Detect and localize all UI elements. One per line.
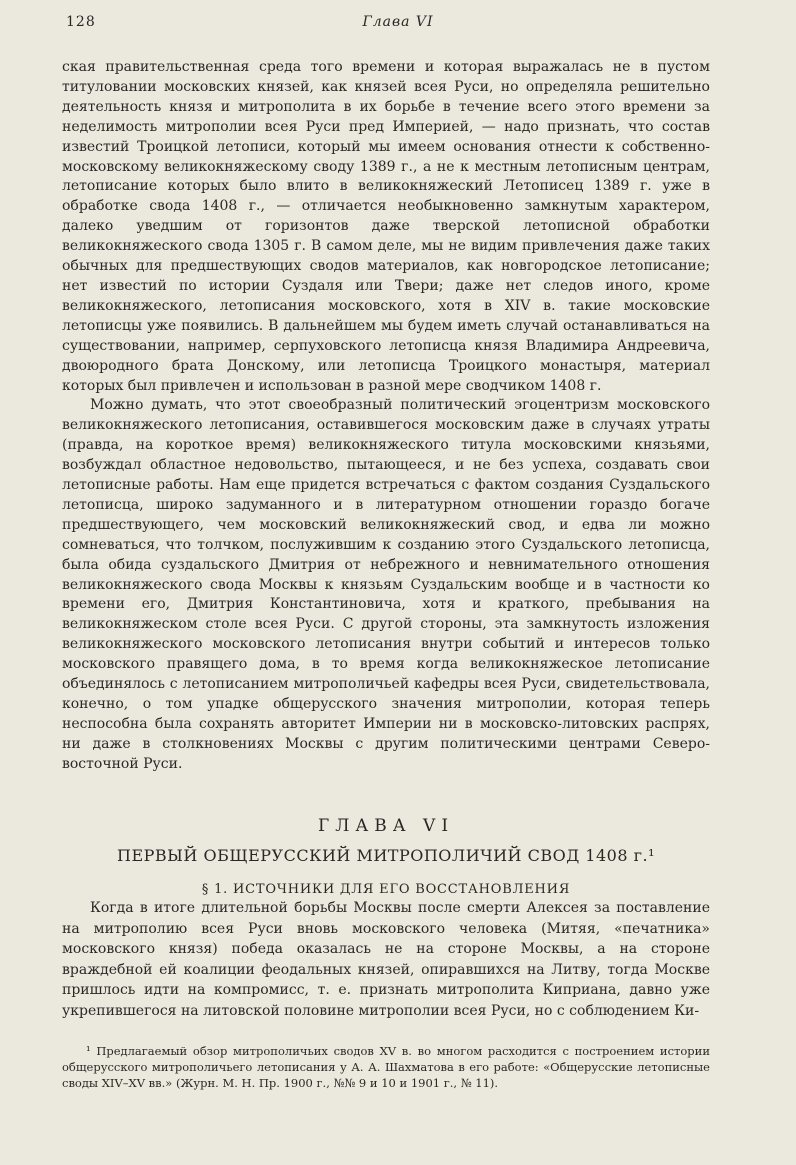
body-paragraph: ская правительственная среда того времени и которая выражалась не в пустом титуловании московских князей, как князей всея Руси, но определяла решительно деятельность князя и митрополита в их борьбе в течение всего этого времени за неделимость митрополии всея Руси пред Империей, — надо признать, что состав известий Троицкой летописи, который мы имеем основания отнести к собственно-московскому великокняжескому своду 1389 г., а не к местным летописным центрам, летописание которых было влито в великокняжеский Летописец 1389 г. уже в обработке свода 1408 г., — отличается необыкновенно замкнутым характером, далеко уведшим от горизонтов даже тверской летописной обработки великокняжеского свода 1305 г. В самом деле, мы не видим привлечения даже таких обычных для предшествующих сводов материалов, как новгородское летописание; нет известий по истории Суздаля или Твери; даже нет следов иного, кроме великокняжеского, летописания московского, хотя в XIV в. такие московские летописцы уже появились. В дальнейшем мы будем иметь случай останавливаться на существовании, например, серпуховского летописца князя Владимира Андреевича, двоюродного брата Донскому, или летописца Троицкого монастыря, материал которых был привлечен и использован в разной мере сводчиком 1408 г. xyxy=(62,59,710,394)
section-title: § 1. ИСТОЧНИКИ ДЛЯ ЕГО ВОССТАНОВЛЕНИЯ xyxy=(201,882,571,897)
chapter-label: ГЛАВА VI xyxy=(317,816,455,836)
chapter-title: ПЕРВЫЙ ОБЩЕРУССКИЙ МИТРОПОЛИЧИЙ СВОД 1408 г.¹ xyxy=(117,846,655,865)
chapter-heading xyxy=(62,814,710,900)
footnote xyxy=(62,1043,710,1091)
body-paragraph: Можно думать, что этот своеобразный политический эгоцентризм московского великокняжеского летописания, оставившегося московским даже в случаях утраты (правда, на короткое время) великокняжеского титула московскими князьями, возбуждал областное недовольство, пытающееся, и не без успеха, создавать свои летописные работы. Нам еще придется встречаться с фактом создания Суздальского летописца, широко задуманного и в литературном отношении гораздо богаче предшествующего, чем московский великокняжеский свод, и едва ли можно сомневаться, что толчком, послужившим к созданию этого Суздальского летописца, была обида суздальского Дмитрия от небрежного и невнимательного отношения великокняжеского свода Москвы к князьям Суздальским вообще и в частности ко времени его, Дмитрия Константиновича, хотя и краткого, пребывания на великокняжеском столе всея Руси. С другой стороны, эта замкнутость изложения великокняжеского московского летописания внутри событий и интересов только московского правящего дома, в то время когда великокняжеское летописание объединялось с летописанием митрополичьей кафедры всея Руси, свидетельствовала, конечно, о том упадке общерусского значения митрополии, которая теперь неспособна была сохранять авторитет Империи ни в московско-литовских распрях, ни даже в столкновениях Москвы с другим политическими центрами Северо-восточной Руси. xyxy=(62,397,710,772)
page-number: 128 xyxy=(66,14,96,30)
footnote-text: ¹ Предлагаемый обзор митрополичьих сводов XV в. во многом расходится с построением истории общерусского митрополичьего летописания у А. А. Шахматова в его работе: «Общерусские летописные своды XIV–XV вв.» (Журн. М. Н. Пр. 1900 г., №№ 9 и 10 и 1901 г., № 11). xyxy=(62,1044,710,1090)
section-text xyxy=(62,898,710,1022)
running-head: Глава VI xyxy=(362,14,434,30)
section-paragraph: Когда в итоге длительной борьбы Москвы после смерти Алексея за поставление на митрополию всея Руси вновь московского человека (Митяя, «печатника» московского князя) победа оказалась не на стороне Москвы, а на стороне враждебной ей коалиции феодальных князей, опиравшихся на Литву, тогда Москве пришлось идти на компромисс, т. е. признать митрополита Киприана, давно уже укрепившегося на литовской половине митрополии всея Руси, но с соблюдением Ки- xyxy=(62,900,710,1019)
main-text xyxy=(62,58,710,775)
page-header xyxy=(60,14,736,38)
